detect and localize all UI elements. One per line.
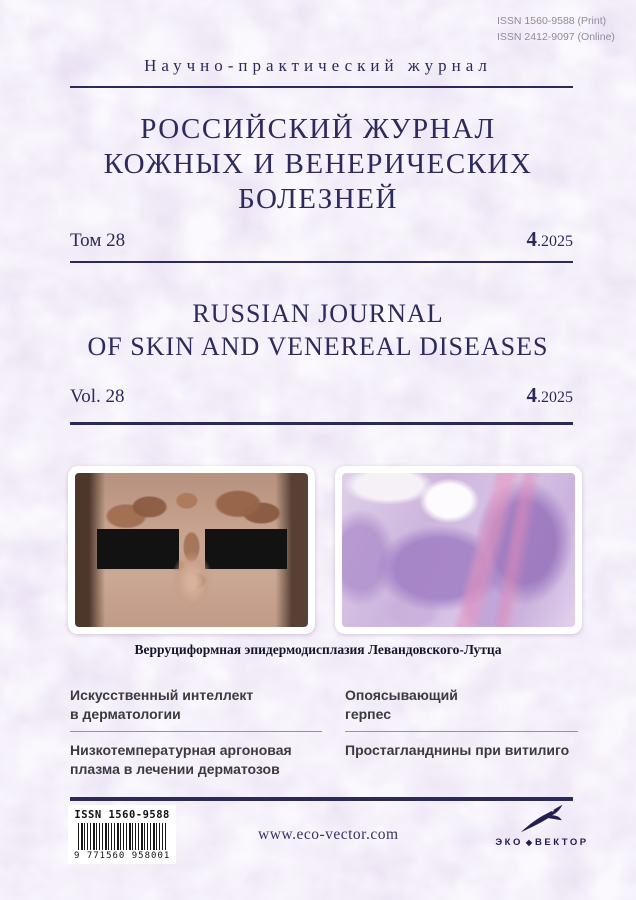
journal-title-en xyxy=(0,297,636,364)
clinical-photo xyxy=(75,473,308,627)
nose-highlight xyxy=(171,551,213,613)
article-line: в дерматологии xyxy=(70,706,181,722)
barcode-digits: 9 771560 958001 xyxy=(74,851,171,861)
divider-bottom xyxy=(70,797,573,801)
volume-row-ru xyxy=(70,227,573,252)
article-separator xyxy=(70,731,322,732)
publisher-logo xyxy=(490,804,594,848)
article-teaser xyxy=(70,686,322,724)
article-list-left xyxy=(70,686,322,786)
barcode-bars xyxy=(78,823,166,850)
figure-caption: Верруциформная эпидермодисплазия Левандовского-Лутца xyxy=(134,642,502,657)
histology-photo xyxy=(342,473,575,627)
article-line: Искусственный интеллект xyxy=(70,687,254,703)
publisher-name-left: ЭКО xyxy=(495,837,523,848)
volume-label-en: Vol. 28 xyxy=(70,386,125,407)
eco-vector-bird-icon xyxy=(519,804,565,835)
issue-en xyxy=(527,383,574,408)
issn-print: ISSN 1560-9588 (Print) xyxy=(497,15,607,27)
publisher-name-right: ВЕКТОР xyxy=(535,837,589,848)
article-line: плазма в лечении дерматозов xyxy=(70,761,280,777)
journal-tagline: Научно-практический журнал xyxy=(144,56,492,75)
title-en-line1: RUSSIAN JOURNAL xyxy=(192,299,444,328)
title-ru-line3: БОЛЕЗНЕЙ xyxy=(238,182,398,215)
histology-photo-frame xyxy=(335,466,582,634)
issn-block xyxy=(497,14,615,46)
article-list-right xyxy=(345,686,578,767)
title-en-line2: OF SKIN AND VENEREAL DISEASES xyxy=(87,332,549,362)
article-separator xyxy=(345,731,578,732)
article-line: Опоясывающий xyxy=(345,687,458,703)
censor-bar-left xyxy=(97,529,179,569)
publisher-name xyxy=(495,837,588,848)
article-line: герпес xyxy=(345,706,392,722)
volume-row-en xyxy=(70,383,573,408)
volume-label-ru: Том 28 xyxy=(70,230,126,251)
journal-title-ru xyxy=(0,112,636,216)
censor-bar-right xyxy=(205,529,287,569)
issue-number-en: 4 xyxy=(526,383,537,407)
article-line: Низкотемпературная аргоновая xyxy=(70,742,292,758)
issue-year-en: .2025 xyxy=(537,389,573,406)
diamond-separator-icon: ◆ xyxy=(525,838,533,847)
article-line: Простагланднины при витилиго xyxy=(345,742,570,758)
publisher-website: www.eco-vector.com xyxy=(258,826,399,843)
divider-ru xyxy=(70,261,573,263)
clinical-photo-frame xyxy=(68,466,315,634)
article-teaser xyxy=(70,741,322,779)
divider-top xyxy=(70,86,573,88)
issue-year-ru: .2025 xyxy=(537,233,573,250)
issue-ru xyxy=(527,227,574,252)
issue-number-ru: 4 xyxy=(526,227,537,251)
divider-en xyxy=(70,422,573,425)
article-teaser xyxy=(345,741,578,760)
article-teaser xyxy=(345,686,578,724)
barcode-issn-text: ISSN 1560-9588 xyxy=(74,809,170,821)
barcode-block xyxy=(68,805,176,864)
title-ru-line1: РОССИЙСКИЙ ЖУРНАЛ xyxy=(140,113,496,145)
issn-online: ISSN 2412-9097 (Online) xyxy=(497,30,615,43)
title-ru-line2: КОЖНЫХ И ВЕНЕРИЧЕСКИХ xyxy=(103,147,533,180)
